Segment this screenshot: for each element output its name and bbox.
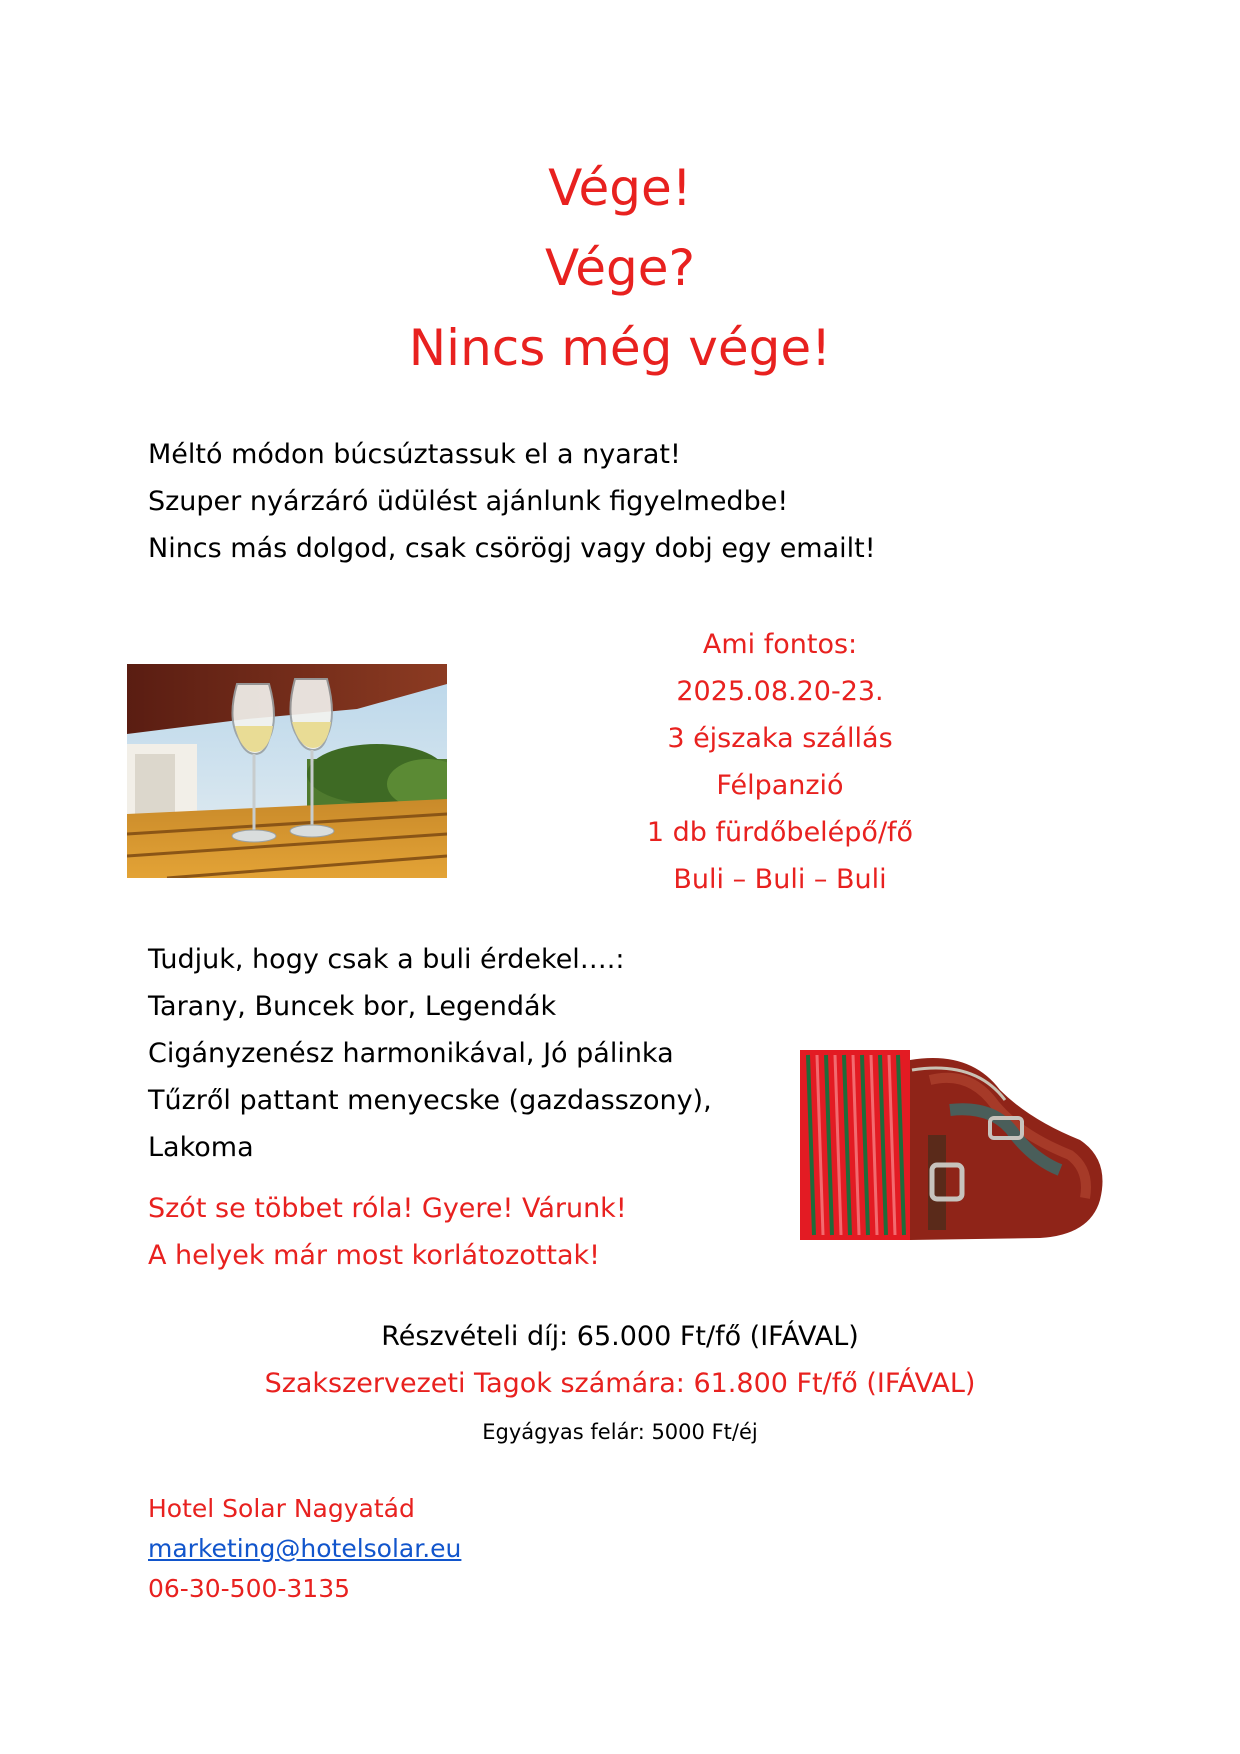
intro-line-1: Méltó módon búcsúztassuk el a nyarat! bbox=[148, 439, 681, 470]
headline-line-2: Vége? bbox=[544, 239, 696, 297]
party-line-5: Lakoma bbox=[148, 1132, 254, 1163]
party-line-4: Tűzről pattant menyecske (gazdasszony), bbox=[148, 1085, 712, 1116]
email-link[interactable]: marketing@hotelsolar.eu bbox=[148, 1534, 462, 1563]
accordion-photo bbox=[800, 1050, 1110, 1240]
hotel-name: Hotel Solar Nagyatád bbox=[148, 1494, 415, 1523]
headline-line-1: Vége! bbox=[548, 159, 692, 217]
price-regular: Részvételi díj: 65.000 Ft/fő (IFÁVAL) bbox=[381, 1321, 859, 1352]
intro-line-2: Szuper nyárzáró üdülést ajánlunk figyelmedbe! bbox=[148, 486, 789, 517]
party-line-2: Tarany, Buncek bor, Legendák bbox=[148, 991, 557, 1022]
party-line-3: Cigányzenész harmonikával, Jó pálinka bbox=[148, 1038, 674, 1069]
price-union: Szakszervezeti Tagok számára: 61.800 Ft/fő (IFÁVAL) bbox=[264, 1368, 976, 1399]
important-date: 2025.08.20-23. bbox=[676, 676, 884, 707]
phone-number: 06-30-500-3135 bbox=[148, 1574, 351, 1603]
important-party: Buli – Buli – Buli bbox=[673, 864, 887, 895]
callout-line-2: A helyek már most korlátozottak! bbox=[148, 1240, 600, 1271]
headline-line-3: Nincs még vége! bbox=[408, 319, 832, 377]
callout-line-1: Szót se többet róla! Gyere! Várunk! bbox=[148, 1193, 627, 1224]
important-nights: 3 éjszaka szállás bbox=[667, 723, 893, 754]
price-single-supplement: Egyágyas felár: 5000 Ft/éj bbox=[482, 1420, 758, 1444]
important-spa: 1 db fürdőbelépő/fő bbox=[646, 817, 914, 848]
important-board: Félpanzió bbox=[716, 770, 844, 801]
important-heading: Ami fontos: bbox=[702, 629, 858, 660]
intro-line-3: Nincs más dolgod, csak csörögj vagy dobj egy emailt! bbox=[148, 533, 876, 564]
party-line-1: Tudjuk, hogy csak a buli érdekel….: bbox=[148, 944, 625, 975]
palinka-glasses-photo bbox=[127, 664, 447, 878]
